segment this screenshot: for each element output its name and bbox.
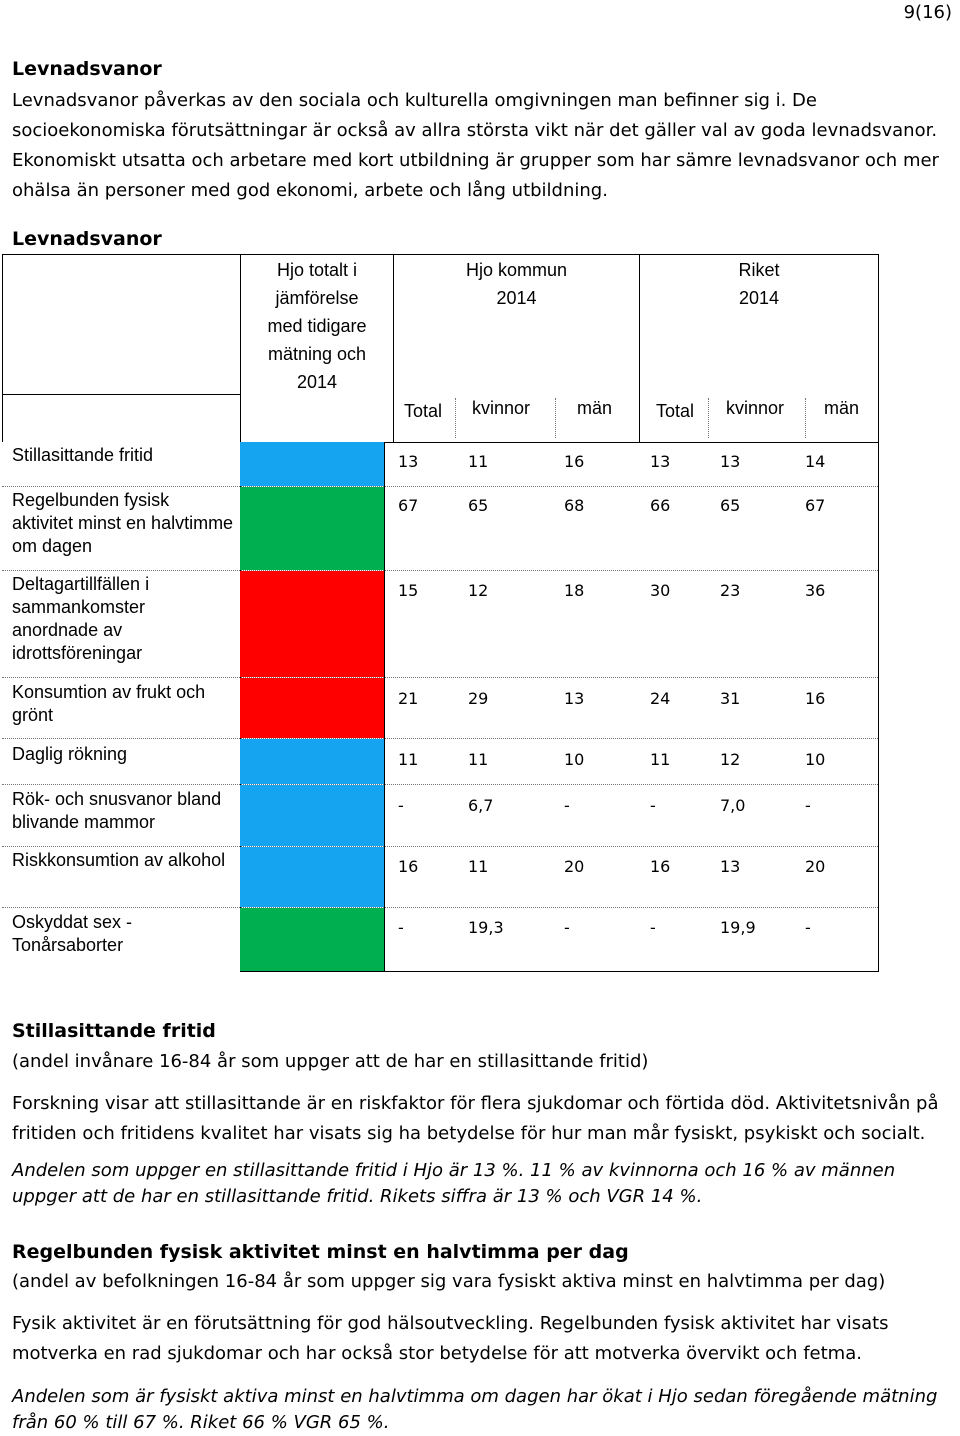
value-cell: 12 xyxy=(468,581,489,600)
subheader-total: Total xyxy=(404,401,443,421)
value-cell: 67 xyxy=(398,496,419,515)
value-cell: 20 xyxy=(805,857,826,876)
value-cell: - xyxy=(650,796,656,815)
subheader-man: män xyxy=(824,398,860,418)
row-divider xyxy=(2,738,878,739)
subheader-kvinnor: kvinnor xyxy=(726,398,785,418)
row-label: Regelbunden fysisk aktivitet minst en halvtimme om dagen xyxy=(12,490,234,556)
value-cell: 18 xyxy=(564,581,585,600)
value-cell: 29 xyxy=(468,689,489,708)
value-cell: 15 xyxy=(398,581,419,600)
subcolumn-divider xyxy=(455,398,456,438)
section-italic: Andelen som uppger en stillasittande fritid i Hjo är 13 %. 11 % av kvinnorna och 16 % av männen uppger att de har en stillasittande fritid. Rikets siffra är 13 % och VGR 14 %. xyxy=(12,1160,896,1207)
row-divider xyxy=(2,784,878,785)
value-cell: 11 xyxy=(468,750,489,769)
section-subtitle: (andel av befolkningen 16-84 år som uppger sig vara fysiskt aktiva minst en halvtimma per dag) xyxy=(12,1271,886,1292)
indicator-green xyxy=(240,908,384,971)
row-label: Riskkonsumtion av alkohol xyxy=(12,850,226,870)
table-left-border xyxy=(2,254,3,442)
row-divider xyxy=(2,394,240,395)
value-cell: 24 xyxy=(650,689,671,708)
subcolumn-divider xyxy=(805,398,806,438)
header-line: 2014 xyxy=(738,288,780,308)
value-cell: 11 xyxy=(650,750,671,769)
value-cell: 13 xyxy=(398,452,419,471)
indicator-blue xyxy=(240,847,384,907)
row-divider xyxy=(2,677,878,678)
value-cell: 11 xyxy=(468,857,489,876)
row-label: Daglig rökning xyxy=(12,744,128,764)
value-cell: 23 xyxy=(720,581,741,600)
value-cell: 21 xyxy=(398,689,419,708)
value-cell: 11 xyxy=(468,452,489,471)
intro-text: Levnadsvanor påverkas av den sociala och kulturella omgivningen man befinner sig i. De socioekonomiska förutsättningar är också av allra största vikt när det gäller val av goda levnadsvanor. Ekonomiskt utsatta och arbetare med kort utbildning är grupper som har sämre levnadsvanor och mer ohälsa än personer med god ekonomi, arbete och lång utbildning. xyxy=(12,90,939,201)
value-cell: 11 xyxy=(398,750,419,769)
value-cell: - xyxy=(398,796,404,815)
header-line: 2014 xyxy=(296,372,338,392)
value-cell: - xyxy=(650,918,656,937)
indicator-red xyxy=(240,678,384,738)
header-line: med tidigare xyxy=(267,316,367,336)
page-number: 9(16) xyxy=(903,2,952,23)
section-italic: Andelen som är fysiskt aktiva minst en halvtimma om dagen har ökat i Hjo sedan föregående mätning från 60 % till 67 %. Riket 66 % VGR 65 %. xyxy=(12,1386,938,1433)
header-line: 2014 xyxy=(496,288,537,308)
header-line: mätning och xyxy=(267,344,367,364)
value-cell: 65 xyxy=(468,496,489,515)
section-body: Fysik aktivitet är en förutsättning för god hälsoutveckling. Regelbunden fysisk aktivitet har visats motverka en rad sjukdomar och har också stor betydelse för att motverka övervikt och fetma. xyxy=(12,1313,889,1364)
section-subtitle: (andel invånare 16-84 år som uppger att de har en stillasittande fritid) xyxy=(12,1051,649,1072)
header-line: Hjo kommun xyxy=(465,260,568,280)
value-cell: - xyxy=(805,918,811,937)
value-cell: 13 xyxy=(720,857,741,876)
row-label: Stillasittande fritid xyxy=(12,445,154,465)
table-right-border xyxy=(878,254,879,972)
indicator-red xyxy=(240,571,384,677)
value-cell: 36 xyxy=(805,581,826,600)
value-cell: 7,0 xyxy=(720,796,746,815)
value-cell: 13 xyxy=(650,452,671,471)
value-cell: 16 xyxy=(398,857,419,876)
value-cell: - xyxy=(805,796,811,815)
value-cell: 10 xyxy=(564,750,585,769)
value-cell: 31 xyxy=(720,689,741,708)
subcolumn-divider xyxy=(555,398,556,438)
row-label: Rök- och snusvanor bland blivande mammor xyxy=(12,789,222,832)
column-divider xyxy=(240,254,241,442)
row-label: Deltagartillfällen i sammankomster anordnade av idrottsföreningar xyxy=(12,574,150,663)
header-line: Riket xyxy=(738,260,780,280)
header-hjo-kommun xyxy=(394,256,639,312)
subheader-man: män xyxy=(577,398,613,418)
intro-title: Levnadsvanor xyxy=(12,58,162,80)
value-cell: 16 xyxy=(650,857,671,876)
value-cell: - xyxy=(564,918,570,937)
header-line: Hjo totalt i xyxy=(276,260,358,280)
table-caption: Levnadsvanor xyxy=(12,228,162,250)
value-cell: 66 xyxy=(650,496,671,515)
value-cell: 16 xyxy=(564,452,585,471)
value-cell: 20 xyxy=(564,857,585,876)
value-cell: 19,9 xyxy=(720,918,756,937)
value-cell: - xyxy=(564,796,570,815)
subheader-total: Total xyxy=(656,401,695,421)
table-bottom-border xyxy=(240,971,878,972)
header-line: jämförelse xyxy=(275,288,359,308)
indicator-blue xyxy=(240,785,384,846)
value-cell: - xyxy=(398,918,404,937)
indicator-green xyxy=(240,487,384,570)
row-label: Konsumtion av frukt och grönt xyxy=(12,682,206,725)
value-cell: 19,3 xyxy=(468,918,504,937)
column-divider xyxy=(384,442,385,972)
row-divider xyxy=(2,907,878,908)
value-cell: 13 xyxy=(564,689,585,708)
value-cell: 30 xyxy=(650,581,671,600)
header-riket xyxy=(640,256,878,312)
row-label: Oskyddat sex - Tonårsaborter xyxy=(12,912,133,955)
indicator-blue xyxy=(240,442,384,486)
section-title-stillasittande: Stillasittande fritid xyxy=(12,1020,216,1042)
value-cell: 13 xyxy=(720,452,741,471)
value-cell: 16 xyxy=(805,689,826,708)
row-divider xyxy=(2,846,878,847)
section-body: Forskning visar att stillasittande är en riskfaktor för flera sjukdomar och förtida död. Aktivitetsnivån på fritiden och fritidens kvalitet har visats sig ha betydelse för hur man mår fysiskt, psykiskt och socialt. xyxy=(12,1093,939,1144)
value-cell: 67 xyxy=(805,496,826,515)
section-title-fysisk-aktivitet: Regelbunden fysisk aktivitet minst en halvtimma per dag xyxy=(12,1241,629,1263)
table-top-border xyxy=(2,254,879,255)
row-divider xyxy=(2,486,878,487)
value-cell: 6,7 xyxy=(468,796,494,815)
indicator-blue xyxy=(240,739,384,784)
value-cell: 12 xyxy=(720,750,741,769)
subcolumn-divider xyxy=(708,398,709,438)
value-cell: 14 xyxy=(805,452,826,471)
value-cell: 10 xyxy=(805,750,826,769)
subheader-kvinnor: kvinnor xyxy=(472,398,531,418)
header-comparison xyxy=(244,256,390,396)
value-cell: 68 xyxy=(564,496,585,515)
value-cell: 65 xyxy=(720,496,741,515)
row-divider xyxy=(2,570,878,571)
